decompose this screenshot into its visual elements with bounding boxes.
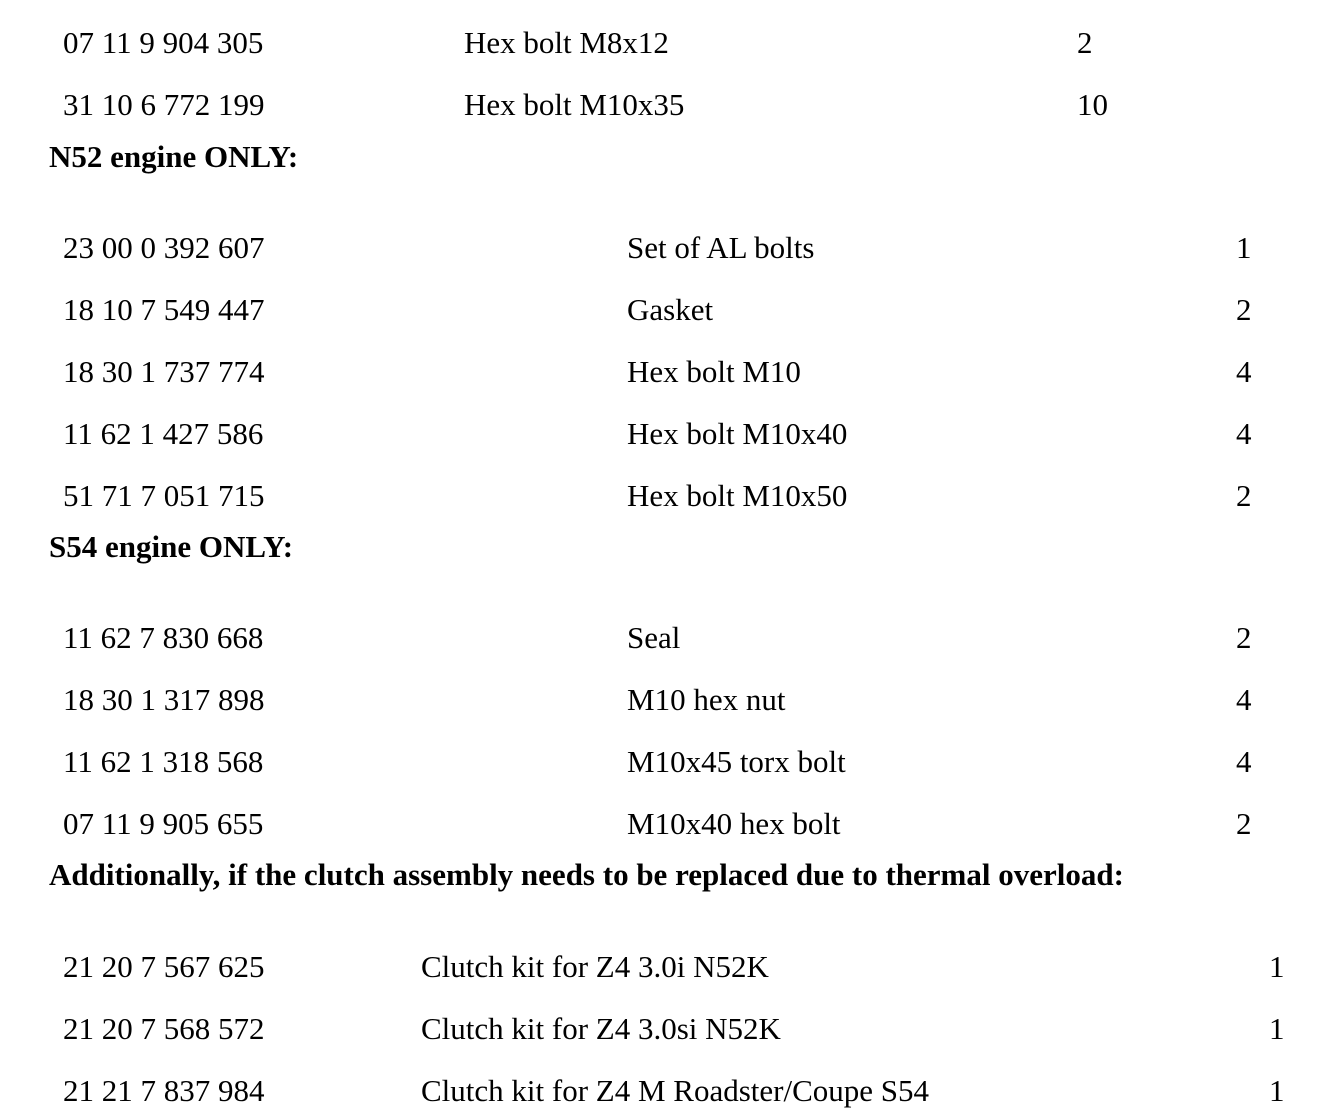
parts-row: [0, 804, 1328, 844]
part-number: 07 11 9 905 655: [63, 806, 264, 841]
part-description: Hex bolt M8x12: [464, 25, 669, 60]
part-quantity: 1: [1236, 230, 1252, 265]
part-description: Clutch kit for Z4 M Roadster/Coupe S54: [421, 1073, 930, 1108]
part-description: Clutch kit for Z4 3.0i N52K: [421, 949, 769, 984]
part-quantity: 1: [1269, 1073, 1285, 1108]
part-quantity: 4: [1236, 744, 1252, 779]
part-quantity: 2: [1236, 806, 1252, 841]
part-description: Hex bolt M10: [627, 354, 801, 389]
part-number: 31 10 6 772 199: [63, 87, 265, 122]
part-number: 11 62 1 427 586: [63, 416, 264, 451]
part-number: 11 62 7 830 668: [63, 620, 264, 655]
part-number: 23 00 0 392 607: [63, 230, 265, 265]
part-number: 07 11 9 904 305: [63, 25, 264, 60]
part-description: Hex bolt M10x50: [627, 478, 848, 513]
part-description: Set of AL bolts: [627, 230, 815, 265]
part-quantity: 10: [1077, 87, 1108, 122]
part-description: M10 hex nut: [627, 682, 786, 717]
part-number: 18 30 1 317 898: [63, 682, 265, 717]
parts-row: [0, 680, 1328, 720]
parts-row: [0, 618, 1328, 658]
parts-row: [0, 290, 1328, 330]
part-quantity: 2: [1077, 25, 1093, 60]
part-quantity: 4: [1236, 354, 1252, 389]
parts-row: [0, 1071, 1328, 1111]
part-number: 18 30 1 737 774: [63, 354, 265, 389]
part-quantity: 4: [1236, 682, 1252, 717]
part-description: Hex bolt M10x40: [627, 416, 848, 451]
part-description: Seal: [627, 620, 681, 655]
part-description: M10x40 hex bolt: [627, 806, 841, 841]
part-description: M10x45 torx bolt: [627, 744, 846, 779]
part-number: 21 20 7 568 572: [63, 1011, 265, 1046]
part-quantity: 2: [1236, 478, 1252, 513]
parts-row: [0, 947, 1328, 987]
part-number: 18 10 7 549 447: [63, 292, 265, 327]
part-quantity: 2: [1236, 620, 1252, 655]
clutch-section-heading: Additionally, if the clutch assembly needs to be replaced due to thermal overload:: [49, 857, 1124, 892]
s54-section-heading: S54 engine ONLY:: [49, 529, 294, 564]
part-quantity: 1: [1269, 949, 1285, 984]
part-description: Hex bolt M10x35: [464, 87, 685, 122]
parts-row: [0, 23, 1328, 63]
part-number: 51 71 7 051 715: [63, 478, 265, 513]
part-quantity: 4: [1236, 416, 1252, 451]
part-number: 11 62 1 318 568: [63, 744, 264, 779]
part-quantity: 1: [1269, 1011, 1285, 1046]
parts-row: [0, 476, 1328, 516]
parts-row: [0, 1009, 1328, 1049]
parts-row: [0, 85, 1328, 125]
parts-row: [0, 414, 1328, 454]
part-number: 21 20 7 567 625: [63, 949, 265, 984]
parts-row: [0, 742, 1328, 782]
part-number: 21 21 7 837 984: [63, 1073, 265, 1108]
part-description: Gasket: [627, 292, 714, 327]
part-quantity: 2: [1236, 292, 1252, 327]
part-description: Clutch kit for Z4 3.0si N52K: [421, 1011, 781, 1046]
n52-section-heading: N52 engine ONLY:: [49, 139, 299, 174]
parts-row: [0, 352, 1328, 392]
parts-row: [0, 228, 1328, 268]
